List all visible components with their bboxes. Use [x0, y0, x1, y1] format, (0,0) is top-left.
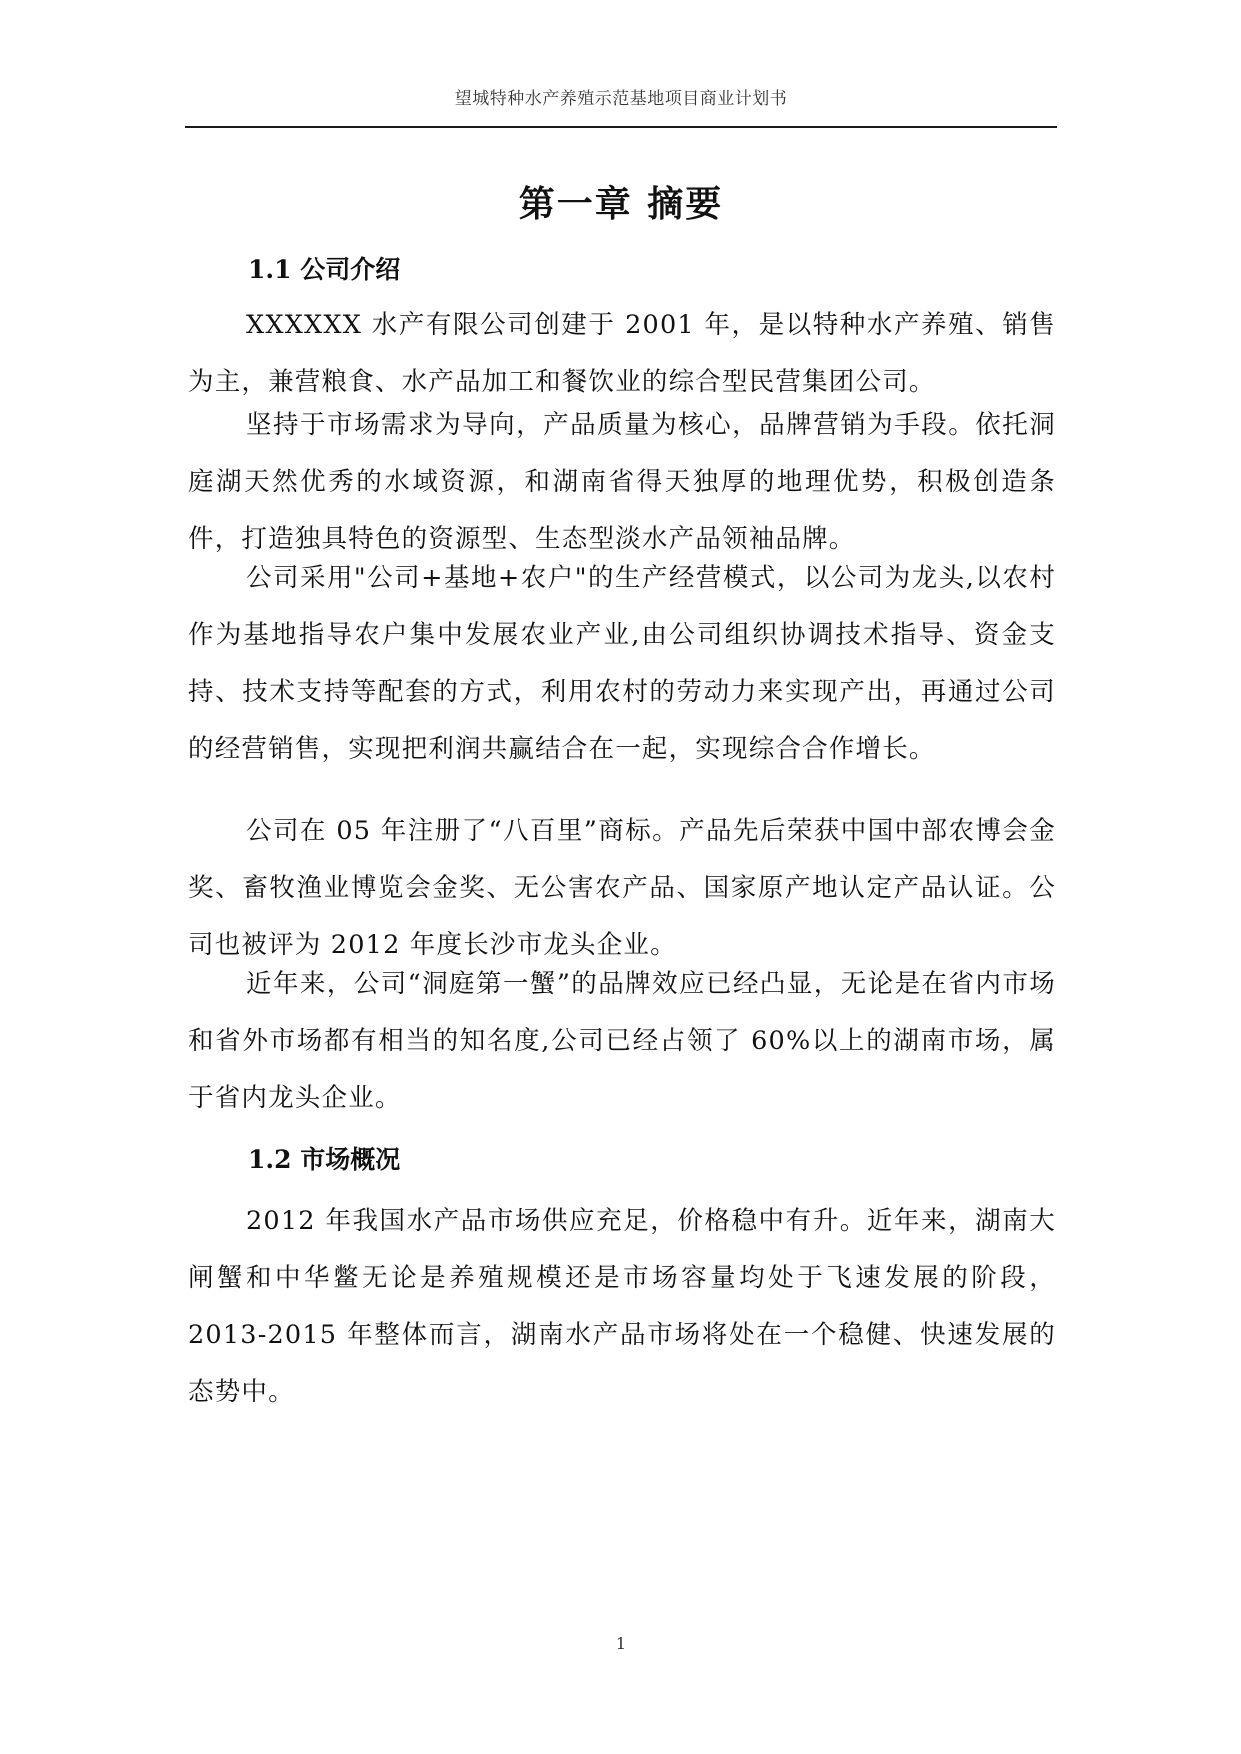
paragraph: XXXXXX 水产有限公司创建于 2001 年，是以特种水产养殖、销售为主，兼营粮食、水产品加工和餐饮业的综合型民营集团公司。 — [188, 310, 1056, 397]
chapter-title: 第一章 摘要 — [518, 183, 724, 225]
running-header: 望城特种水产养殖示范基地项目商业计划书 — [454, 89, 788, 109]
paragraph: 2012 年我国水产品市场供应充足，价格稳中有升。近年来，湖南大闸蟹和中华鳖无论是养殖规模还是市场容量均处于飞速发展的阶段，2013-2015 年整体而言，湖南水产品市场将处在一个稳健、快速发展的态势中。 — [188, 1206, 1056, 1407]
paragraph: 公司在 05 年注册了“八百里”商标。产品先后荣获中国中部农博会金奖、畜牧渔业博览会金奖、无公害农产品、国家原产地认定产品认证。公司也被评为 2012 年度长沙市龙头企业。 — [188, 816, 1056, 960]
section-heading-company-intro: 1.1 公司介绍 — [248, 255, 401, 284]
paragraph: 近年来，公司“洞庭第一蟹”的品牌效应已经凸显，无论是在省内市场和省外市场都有相当的知名度,公司已经占领了 60%以上的湖南市场，属于省内龙头企业。 — [188, 969, 1056, 1113]
section-heading-market-overview: 1.2 市场概况 — [248, 1145, 401, 1174]
header-divider — [185, 126, 1057, 128]
page-number: 1 — [615, 1634, 627, 1653]
paragraph: 坚持于市场需求为导向，产品质量为核心，品牌营销为手段。依托洞庭湖天然优秀的水域资源，和湖南省得天独厚的地理优势，积极创造条件，打造独具特色的资源型、生态型淡水产品领袖品牌。 — [188, 410, 1056, 554]
paragraph: 公司采用"公司+基地+农户"的生产经营模式，以公司为龙头,以农村作为基地指导农户集中发展农业产业,由公司组织协调技术指导、资金支持、技术支持等配套的方式，利用农村的劳动力来实现产出，再通过公司的经营销售，实现把利润共赢结合在一起，实现综合合作增长。 — [188, 563, 1056, 764]
